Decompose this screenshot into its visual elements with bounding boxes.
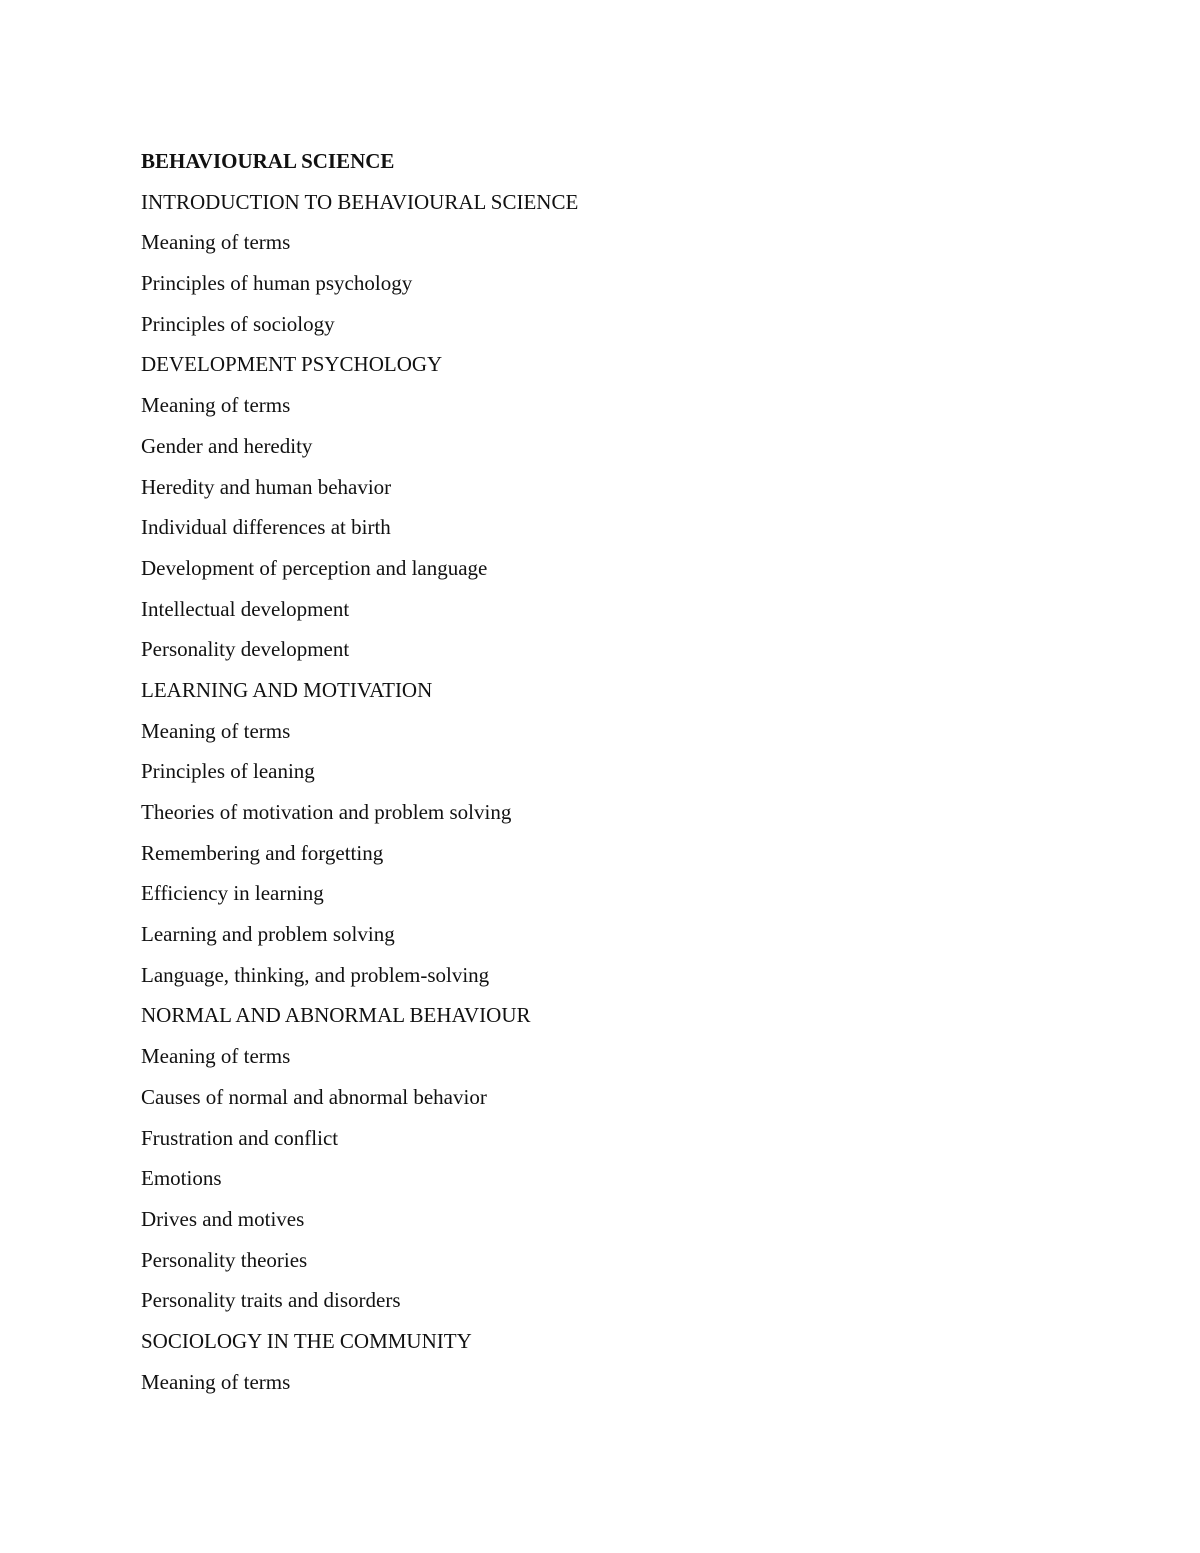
list-item: Intellectual development <box>141 596 350 621</box>
section-heading-introduction: INTRODUCTION TO BEHAVIOURAL SCIENCE <box>141 189 579 214</box>
list-item: Personality traits and disorders <box>141 1288 401 1313</box>
list-item: Principles of leaning <box>141 759 315 784</box>
list-item: Language, thinking, and problem-solving <box>141 962 490 987</box>
list-item: Efficiency in learning <box>141 881 324 906</box>
list-item: Meaning of terms <box>141 1044 291 1069</box>
section-heading-learning: LEARNING AND MOTIVATION <box>141 677 433 702</box>
document-title: BEHAVIOURAL SCIENCE <box>141 149 395 173</box>
list-item: Meaning of terms <box>141 1369 291 1394</box>
list-item: Emotions <box>141 1166 222 1191</box>
list-item: Meaning of terms <box>141 230 291 255</box>
list-item: Meaning of terms <box>141 718 291 743</box>
list-item: Development of perception and language <box>141 555 488 580</box>
list-item: Remembering and forgetting <box>141 840 384 865</box>
list-item: Causes of normal and abnormal behavior <box>141 1084 487 1109</box>
list-item: Theories of motivation and problem solving <box>141 800 512 824</box>
list-item: Principles of human psychology <box>141 271 413 296</box>
section-heading-development: DEVELOPMENT PSYCHOLOGY <box>141 352 443 377</box>
list-item: Gender and heredity <box>141 433 313 458</box>
list-item: Frustration and conflict <box>141 1125 339 1150</box>
list-item: Individual differences at birth <box>141 515 391 540</box>
section-heading-sociology: SOCIOLOGY IN THE COMMUNITY <box>141 1328 472 1353</box>
list-item: Personality theories <box>141 1247 308 1272</box>
document-content <box>141 141 1041 1402</box>
list-item: Personality development <box>141 637 350 662</box>
list-item: Principles of sociology <box>141 311 335 336</box>
list-item: Learning and problem solving <box>141 922 395 947</box>
list-item: Drives and motives <box>141 1206 305 1231</box>
list-item: Heredity and human behavior <box>141 474 392 499</box>
section-heading-behaviour: NORMAL AND ABNORMAL BEHAVIOUR <box>141 1003 531 1028</box>
list-item: Meaning of terms <box>141 393 291 418</box>
